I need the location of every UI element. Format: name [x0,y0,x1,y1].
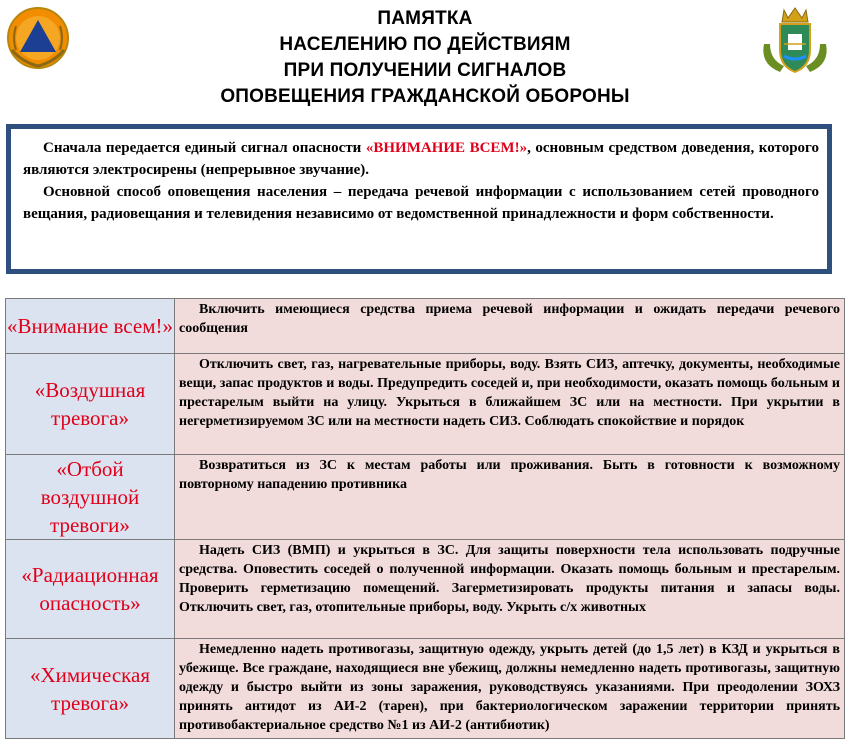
signal-name: «Воздушная тревога» [6,354,175,455]
table-row [6,455,845,540]
intro-panel [6,124,832,274]
signal-name: «Радиационная опасность» [6,540,175,639]
signal-action: Немедленно надеть противогазы, защитную одежду, укрыть детей (до 1,5 лет) в КЗД и укрыться в убежище. Все граждане, находящиеся вне убежищ, должны немедленно надеть противогазы, защитную одежду и быстро выйти из зоны заражения, руководствуясь указаниями. При преодолении ЗОХЗ принять антидот из АИ-2 (тарен), при бактериологическом заражении территории принять противобактериальное средство №1 из АИ-2 (антибиотик) [175,639,845,739]
signal-name: «Отбой воздушной тревоги» [6,455,175,540]
signal-name: «Внимание всем!» [6,299,175,354]
signal-action: Отключить свет, газ, нагревательные приборы, воду. Взять СИЗ, аптечку, документы, необходимые вещи, запас продуктов и воды. Предупредить соседей и, при необходимости, оказать помощь больным и престарелым выйти на улицу. Укрыться в ближайшем ЗС или на местности. При укрытии в негерметизируемом ЗС или на местности надеть СИЗ. Соблюдать спокойствие и порядок [175,354,845,455]
signal-action: Надеть СИЗ (ВМП) и укрыться в ЗС. Для защиты поверхности тела использовать подручные средства. Оповестить соседей о полученной информации. Оказать помощь больным и престарелым. Проверить герметизацию помещений. Загерметизировать продукты питания и запасы воды. Отключить свет, газ, отопительные приборы, воду. Укрыть с/х животных [175,540,845,639]
page-title [120,6,730,110]
title-line: ОПОВЕЩЕНИЯ ГРАЖДАНСКОЙ ОБОРОНЫ [220,86,630,107]
title-line: ПАМЯТКА [377,8,473,29]
signals-table [5,298,845,739]
table-row [6,299,845,354]
header [0,0,850,115]
signal-action: Возвратиться из ЗС к местам работы или проживания. Быть в готовности к возможному повторному нападению противника [175,455,845,540]
table-row [6,639,845,739]
signal-name: «Химическая тревога» [6,639,175,739]
intro-paragraph-2: Основной способ оповещения населения – передача речевой информации с использованием сетей проводного вещания, радиовещания и телевидения независимо от ведомственной принадлежности и форм собственности. [23,184,819,222]
signal-action: Включить имеющиеся средства приема речевой информации и ожидать передачи речевого сообщения [175,299,845,354]
table-row [6,540,845,639]
intro-paragraph-1 [23,137,819,181]
coat-of-arms-icon [760,4,830,76]
signal-highlight: «ВНИМАНИЕ ВСЕМ!» [365,140,528,156]
table-row [6,354,845,455]
intro-text: Сначала передается единый сигнал опасности [43,140,366,156]
title-line: НАСЕЛЕНИЮ ПО ДЕЙСТВИЯМ [279,34,571,55]
civil-defense-emblem-icon [6,6,70,70]
title-line: ПРИ ПОЛУЧЕНИИ СИГНАЛОВ [283,60,567,81]
intro-text: , основным средством доведения, которого являются электросирены (непрерывное звучание). [23,140,819,178]
